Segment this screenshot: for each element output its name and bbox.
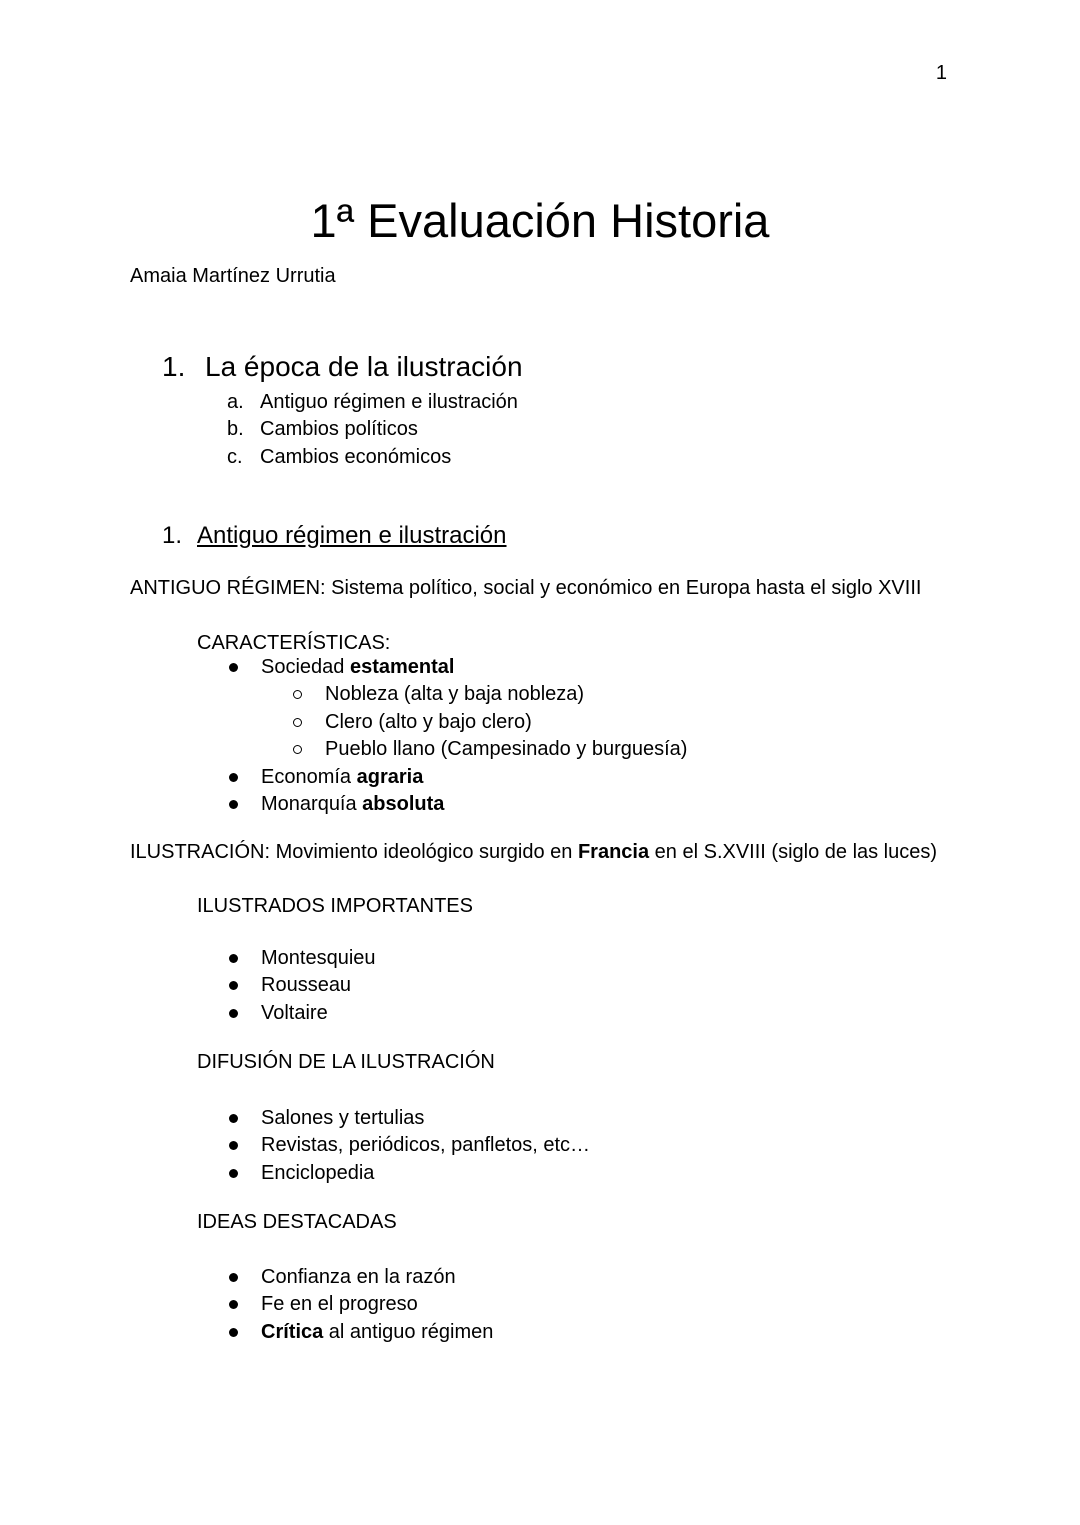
- outline-item-a-marker: a.: [227, 391, 244, 413]
- outline-list: [130, 389, 1040, 471]
- ideas-label: IDEAS DESTACADAS: [197, 1211, 397, 1233]
- list-item-revistas: [130, 1132, 1040, 1159]
- hollow-bullet-icon: [293, 745, 302, 754]
- ilustracion-definition: [130, 839, 1040, 866]
- list-item-clero: [130, 709, 1040, 736]
- difusion-list: [130, 1105, 1040, 1187]
- list-item-text: Enciclopedia: [261, 1161, 375, 1184]
- list-item-text: Fe en el progreso: [261, 1293, 418, 1316]
- document-title: 1ª Evaluación Historia: [310, 194, 770, 247]
- outline-item-a: [130, 389, 1040, 416]
- author-name: Amaia Martínez Urrutia: [130, 265, 336, 287]
- bullet-icon: [229, 1009, 238, 1018]
- outline-item-b-text: Cambios políticos: [260, 418, 418, 441]
- list-item-text: Confianza en la razón: [261, 1266, 456, 1288]
- list-item-bold-text: estamental: [349, 656, 455, 678]
- outline-heading: [162, 351, 523, 383]
- list-item-fe: [130, 1291, 1040, 1318]
- hollow-bullet-icon: [293, 718, 302, 727]
- list-item-bold-text: Crítica: [261, 1320, 324, 1343]
- list-item-critica: [130, 1319, 1040, 1346]
- outline-item-a-text: Antiguo régimen e ilustración: [260, 391, 518, 413]
- outline-item-c-marker: c.: [227, 445, 243, 468]
- hollow-bullet-icon: [293, 690, 302, 699]
- list-item-enciclopedia: [130, 1160, 1040, 1187]
- caracteristicas-list: [130, 654, 1040, 818]
- list-item-text: al antiguo régimen: [323, 1320, 494, 1343]
- outline-heading-number: 1.: [162, 351, 186, 382]
- page-number: 1: [935, 62, 947, 84]
- bullet-icon: [229, 1169, 238, 1178]
- bullet-icon: [229, 773, 238, 782]
- list-item-text: Pueblo llano (Campesinado y burguesía): [325, 738, 688, 761]
- list-item-bold-text: agraria: [356, 765, 424, 788]
- bullet-icon: [229, 1141, 238, 1150]
- bullet-icon: [229, 1114, 238, 1123]
- difusion-label: DIFUSIÓN DE LA ILUSTRACIÓN: [197, 1051, 495, 1073]
- bullet-icon: [229, 981, 238, 990]
- list-item-text: Sociedad: [261, 656, 350, 678]
- ideas-list: [130, 1264, 1040, 1346]
- definition-text: ILUSTRACIÓN: Movimiento ideológico surgido en: [130, 841, 578, 863]
- list-item-economia: [130, 764, 1040, 791]
- definition-bold-text: Francia: [577, 841, 650, 863]
- list-item-text: Salones y tertulias: [261, 1107, 425, 1129]
- list-item-confianza: [130, 1264, 1040, 1291]
- list-item-text: Rousseau: [261, 974, 352, 997]
- list-item-text: Voltaire: [261, 1001, 328, 1024]
- section-heading-number: 1.: [162, 522, 183, 549]
- bullet-icon: [229, 1328, 238, 1337]
- list-item-text: Clero (alto y bajo clero): [325, 710, 532, 733]
- list-item-text: Montesquieu: [261, 947, 376, 969]
- list-item-rousseau: [130, 972, 1040, 999]
- list-item-bold-text: absoluta: [362, 793, 445, 816]
- bullet-icon: [229, 1273, 238, 1282]
- list-item-sociedad: [130, 654, 1040, 681]
- bullet-icon: [229, 954, 238, 963]
- list-item-voltaire: [130, 1000, 1040, 1027]
- bullet-icon: [229, 1300, 238, 1309]
- list-item-text: Economía: [261, 765, 357, 788]
- ilustrados-label: ILUSTRADOS IMPORTANTES: [197, 895, 473, 917]
- section-heading: [162, 522, 507, 550]
- caracteristicas-label: CARACTERÍSTICAS:: [197, 632, 391, 654]
- list-item-montesquieu: [130, 945, 1040, 972]
- list-item-text: Revistas, periódicos, panfletos, etc…: [261, 1134, 591, 1157]
- list-item-nobleza: [130, 681, 1040, 708]
- outline-heading-text: La época de la ilustración: [205, 351, 523, 382]
- outline-item-b-marker: b.: [227, 418, 244, 441]
- bullet-icon: [229, 800, 238, 809]
- list-item-monarquia: [130, 791, 1040, 818]
- outline-item-b: [130, 416, 1040, 443]
- list-item-text: Monarquía: [261, 793, 363, 816]
- outline-item-c: [130, 444, 1040, 471]
- list-item-pueblo-llano: [130, 736, 1040, 763]
- outline-item-c-text: Cambios económicos: [260, 445, 452, 468]
- list-item-salones: [130, 1105, 1040, 1132]
- section-heading-text: Antiguo régimen e ilustración: [197, 522, 507, 549]
- antiguo-regimen-definition: ANTIGUO RÉGIMEN: Sistema político, social y económico en Europa hasta el siglo XVIII: [130, 577, 922, 599]
- definition-text: en el S.XVIII (siglo de las luces): [649, 841, 938, 863]
- bullet-icon: [229, 663, 238, 672]
- list-item-text: Nobleza (alta y baja nobleza): [325, 683, 585, 706]
- ilustrados-list: [130, 945, 1040, 1027]
